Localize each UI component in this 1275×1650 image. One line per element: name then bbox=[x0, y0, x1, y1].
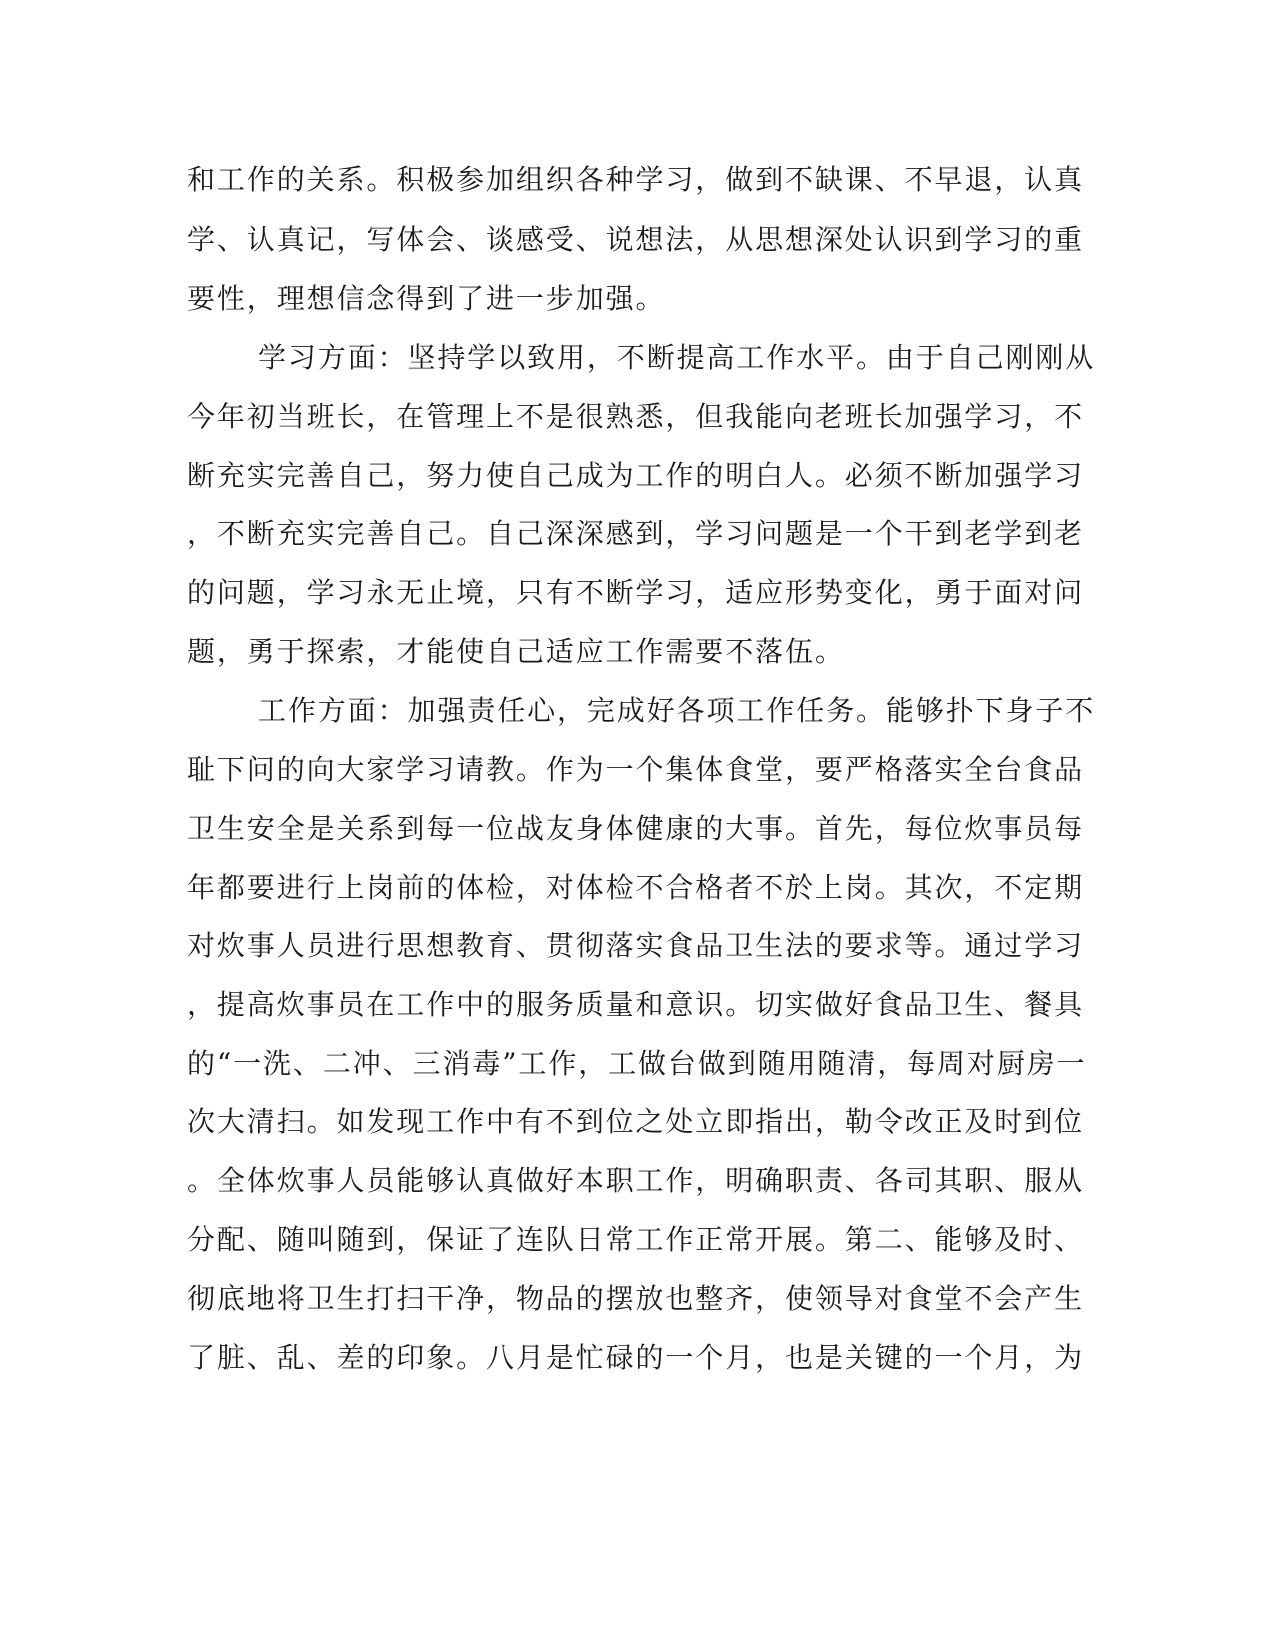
text-line: ，不断充实完善自己。自己深深感到，学习问题是一个干到老学到老 bbox=[187, 517, 1085, 550]
text-line: 。全体炊事人员能够认真做好本职工作，明确职责、各司其职、服从 bbox=[187, 1164, 1085, 1197]
text-line: 耻下问的向大家学习请教。作为一个集体食堂，要严格落实全台食品 bbox=[187, 753, 1085, 786]
text-line: 今年初当班长，在管理上不是很熟悉，但我能向老班长加强学习，不 bbox=[187, 400, 1085, 433]
text-line: 卫生安全是关系到每一位战友身体健康的大事。首先，每位炊事员每 bbox=[187, 812, 1085, 845]
paragraph-start-work: 工作方面：加强责任心，完成好各项工作任务。能够扑下身子不 bbox=[258, 694, 1096, 727]
text-line: 了脏、乱、差的印象。八月是忙碌的一个月，也是关键的一个月，为 bbox=[187, 1341, 1085, 1374]
text-line: 要性，理想信念得到了进一步加强。 bbox=[187, 282, 666, 315]
text-line: 对炊事人员进行思想教育、贯彻落实食品卫生法的要求等。通过学习 bbox=[187, 929, 1085, 962]
text-line: 的“一洗、二冲、三消毒”工作，工做台做到随用随清，每周对厨房一 bbox=[187, 1047, 1087, 1080]
text-line: 年都要进行上岗前的体检，对体检不合格者不於上岗。其次，不定期 bbox=[187, 871, 1085, 904]
text-line: 的问题，学习永无止境，只有不断学习，适应形势变化，勇于面对问 bbox=[187, 576, 1085, 609]
text-line: 分配、随叫随到，保证了连队日常工作正常开展。第二、能够及时、 bbox=[187, 1223, 1085, 1256]
paragraph-start-study: 学习方面：坚持学以致用，不断提高工作水平。由于自己刚刚从 bbox=[258, 341, 1096, 374]
text-line: 断充实完善自己，努力使自己成为工作的明白人。必须不断加强学习 bbox=[187, 459, 1085, 492]
text-line: 和工作的关系。积极参加组织各种学习，做到不缺课、不早退，认真 bbox=[187, 163, 1085, 196]
text-line: 学、认真记，写体会、谈感受、说想法，从思想深处认识到学习的重 bbox=[187, 223, 1085, 256]
text-line: ，提高炊事员在工作中的服务质量和意识。切实做好食品卫生、餐具 bbox=[187, 988, 1085, 1021]
text-line: 次大清扫。如发现工作中有不到位之处立即指出，勒令改正及时到位 bbox=[187, 1105, 1085, 1138]
text-line: 彻底地将卫生打扫干净，物品的摆放也整齐，使领导对食堂不会产生 bbox=[187, 1282, 1085, 1315]
text-line: 题，勇于探索，才能使自己适应工作需要不落伍。 bbox=[187, 635, 845, 668]
